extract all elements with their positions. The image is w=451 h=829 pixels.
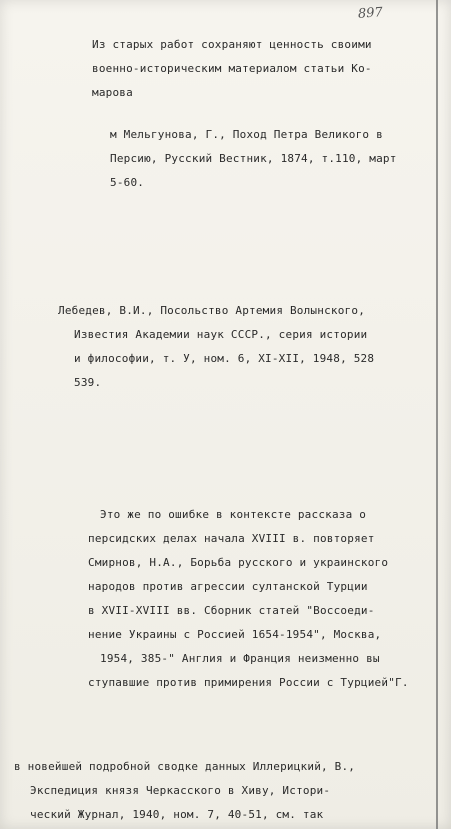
text-line: Экспедиция князя Черкасского в Хиву, Истори- — [30, 784, 331, 797]
text-line: персидских делах начала XVIII в. повторяет — [88, 532, 375, 545]
text-line: Это же по ошибке в контексте рассказа о — [100, 508, 367, 521]
text-line: марова — [92, 86, 133, 99]
text-line: м Мельгунова, Г., Поход Петра Великого в — [110, 128, 383, 141]
text-line: в новейшей подробной сводке данных Иллерицкий, В., — [14, 760, 356, 773]
text-line: нение Украины с Россией 1654-1954", Москва, — [88, 628, 382, 641]
text-line: Лебедев, В.И., Посольство Артемия Волынского, — [58, 304, 366, 317]
text-line: Известия Академии наук СССР., серия истории — [74, 328, 368, 341]
page-number: 897 — [357, 5, 384, 22]
text-line: Из старых работ сохраняют ценность своими — [92, 38, 372, 51]
page-edge-line — [436, 0, 438, 829]
text-line: Персию, Русский Вестник, 1874, т.110, март — [110, 152, 397, 165]
text-line: 5-60. — [110, 176, 145, 189]
text-line: в XVII-XVIII вв. Сборник статей "Воссоеди- — [88, 604, 375, 617]
text-line: ступавшие против примирения России с Турцией"Г. — [88, 676, 409, 689]
text-line: 1954, 385-" Англия и Франция неизменно вы — [100, 652, 380, 665]
text-line: ческий Журнал, 1940, ном. 7, 40-51, см. так — [30, 808, 324, 821]
text-line: Смирнов, Н.А., Борьба русского и украинского — [88, 556, 389, 569]
text-line: военно-историческим материалом статьи Ко- — [92, 62, 372, 75]
text-line: 539. — [74, 376, 102, 389]
text-line: и философии, т. У, ном. 6, XI-XII, 1948, 528 — [74, 352, 375, 365]
text-line: народов против агрессии султанской Турции — [88, 580, 368, 593]
